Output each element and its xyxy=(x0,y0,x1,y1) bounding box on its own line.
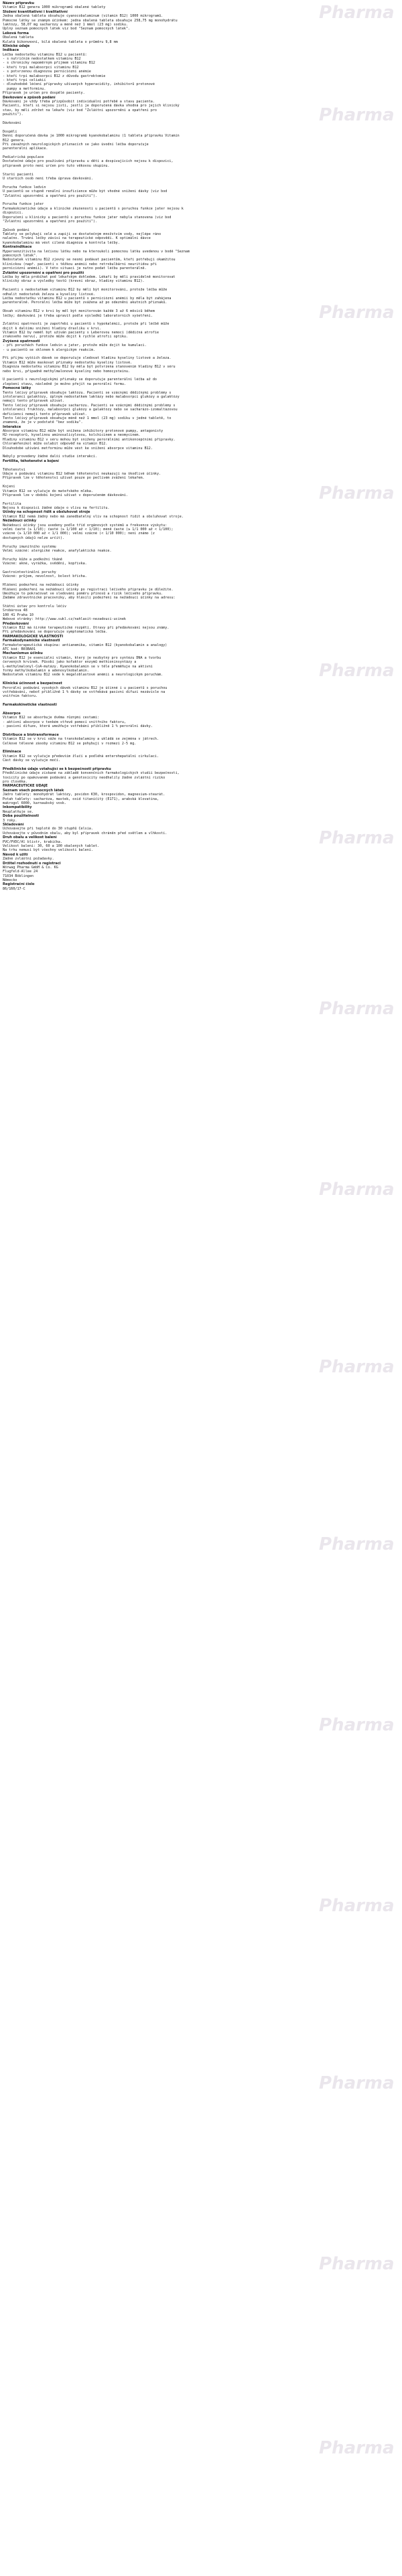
text-line: Vitamin B12 se vylučuje do mateřského mléka. xyxy=(3,489,93,493)
text-line: Flugfeld-Allee 24 xyxy=(3,870,38,874)
watermark-logo: Pharma xyxy=(319,828,395,848)
section-heading: Dávkování a způsob podání xyxy=(3,95,56,100)
section-heading: Interakce xyxy=(3,424,21,429)
watermark-logo: Pharma xyxy=(319,483,395,503)
text-line: 100 41 Praha 10 xyxy=(3,613,34,617)
text-line: pomocných látek". xyxy=(3,254,38,258)
text-line: Žádné zvláštní požadavky. xyxy=(3,857,54,862)
text-line: Kulatá bikonvexní, bílá obalená tableta o průměru 9,8 mm xyxy=(3,39,118,44)
text-line: Hypersenzitivita na léčivou látku nebo na kteroukoli pomocnou látku uvedenou v bodě "Seznam xyxy=(3,249,190,254)
text-line: Fertilita xyxy=(3,501,21,506)
text-line: dostupných údajů nelze určit). xyxy=(3,536,65,540)
text-line: Jedna obalená tableta obsahuje cyanocobalaminum (vitamin B12) 1000 mikrogramů. xyxy=(3,14,163,19)
text-line: Nedostatek vitaminu B12 zjevný se nesmí podávat pacientům, kteří potřebují okamžitou xyxy=(3,258,176,262)
text-line: Tento léčivý přípravek obsahuje laktózu. Pacienti se vzácnými dědičnými problémy s xyxy=(3,390,172,395)
text-line: 3 roky. xyxy=(3,818,17,823)
watermark-logo: Pharma xyxy=(319,2438,395,2458)
watermark-logo: Pharma xyxy=(319,1534,395,1554)
text-line: Hlášení podezření na nežádoucí účinky xyxy=(3,583,79,588)
text-line: Webové stránky: http://www.sukl.cz/nahlasit-nezadouci-ucinek xyxy=(3,617,127,622)
text-line: Pacienti s nedostatkem vitaminu B12 by měli být monitorováni, protože léčba může xyxy=(3,288,168,293)
text-line: Hlášení podezření na nežádoucí účinky po registraci léčivého přípravku je důležité. xyxy=(3,587,174,592)
text-line: použití"). xyxy=(3,112,23,117)
text-line: Perorální podávání vysokých dávek vitaminu B12 je účinné i u pacientů s poruchou xyxy=(3,686,168,690)
watermark-logo: Pharma xyxy=(319,1896,395,1916)
section-heading: Druh obalu a velikost balení xyxy=(3,835,57,840)
text-line: Vitamin B12 může maskovat příznaky nedostatku kyseliny listové. xyxy=(3,360,133,365)
spc-document xyxy=(3,1,399,891)
text-line: Denní doporučená dávka je 1000 mikrogramů kyanokobalaminu (1 tableta přípravku Vitamin xyxy=(3,134,180,139)
text-line: Farmakokinetické údaje a klinické zkušenosti u pacientů s poruchou funkce jater nejsou k xyxy=(3,206,184,211)
text-line: ATC kód: B03BA01 xyxy=(3,647,36,651)
text-line: L-methylmalonyl-CoA-mutázy. Kyanokobalamin se v těle přeměňuje na aktivní xyxy=(3,664,153,669)
text-line: Nejsou k dispozici žádné údaje o vlivu na fertilitu. xyxy=(3,506,110,511)
text-line: H2-receptorů, kyselinou aminosalicylovou, kolchicinem a neomycinem. xyxy=(3,433,141,438)
text-line: Potah tablety: sacharóza, mastek, oxid titaničitý (E171), arabská klovatina, xyxy=(3,797,159,801)
text-line: pro člověka. xyxy=(3,780,27,785)
section-heading: Držitel rozhodnutí o registraci xyxy=(3,861,61,866)
text-line: Úplný seznam pomocných látek viz bod "Seznam pomocných látek". xyxy=(3,27,131,31)
text-line: Starší pacienti xyxy=(3,172,34,177)
text-line: Absorpce vitaminu B12 může být snížena inhibitory protonové pumpy, antagonisty xyxy=(3,429,163,434)
text-line: intolerancí fruktózy, malabsorpcí glukózy a galaktózy nebo se sacharázo-izomaltázovou xyxy=(3,408,178,412)
text-line: Nedostatek vitaminu B12 vede k megaloblastové anémii a neurologickým poruchám. xyxy=(3,673,163,677)
text-line: pumpy a metforminu. xyxy=(3,86,46,91)
section-heading: Nežádoucí účinky xyxy=(3,519,37,524)
text-line: Farmakoterapeutická skupina: antianemika, vitamin B12 (kyanokobalamin a analogy) xyxy=(3,643,168,647)
text-line: parenterální aplikace. xyxy=(3,147,48,151)
text-line: Vitamin B12 se v krvi váže na transkobalaminy a ukládá se zejména v játrech. xyxy=(3,737,159,742)
text-line: Předklinické údaje získané na základě konvenčních farmakologických studií bezpečnosti, xyxy=(3,771,180,776)
text-line: Celkové tělesné zásoby vitaminu B12 se pohybují v rozmezí 2-5 mg. xyxy=(3,741,137,746)
text-line: vnitřním faktoru. xyxy=(3,694,38,699)
text-line: Léčba nedostatku vitaminu B12 u pacientů s perniciózní anémií by měla být zahájena xyxy=(3,296,172,301)
text-line: toxicity po opakovaném podávání a genotoxicity neodhalily žádné zvláštní riziko xyxy=(3,775,165,780)
text-line: Dávkování xyxy=(3,120,21,125)
section-heading: Kontraindikace xyxy=(3,245,32,250)
text-line: nalačno. Trvání léčby závisí na terapeutické odpovědi. K optimální dávce xyxy=(3,236,151,241)
text-line: Nebyly provedeny žádné další studie interakcí. xyxy=(3,455,98,459)
text-line: PVC/PVDC/Al blistr, krabička. xyxy=(3,839,62,844)
text-line: - při poruchách funkce ledvin a jater, protože může dojít ke kumulaci. xyxy=(3,343,147,348)
text-line: Nežádoucí účinky jsou uvedeny podle tříd orgánových systémů a frekvence výskytu: xyxy=(3,523,168,528)
text-line: Uchovávejte v původním obalu, aby byl přípravek chráněn před světlem a vlhkostí. xyxy=(3,831,168,835)
text-line: Pomocné látky se známým účinkem: jedna obalená tableta obsahuje 258,75 mg monohydrátu xyxy=(3,18,178,23)
text-line: Porucha funkce ledvin xyxy=(3,185,46,189)
text-line: Hladiny vitaminu B12 v séru mohou být sníženy perorálními antikoncepčními přípravky. xyxy=(3,437,176,442)
text-line: B12 genera. xyxy=(3,138,25,143)
section-heading: Farmakokinetické vlastnosti xyxy=(3,703,57,708)
text-line: Vitamin B12 se absorbuje dvěma různými cestami: xyxy=(3,716,100,720)
text-line: odhalit nedostatek železa a kyseliny listové. xyxy=(3,292,96,297)
text-line: Pacienti, kteří si nejsou jisti, jestli je doporučená dávka vhodná pro jejich klinický xyxy=(3,104,180,108)
text-line: laktózy, 58,07 mg sacharózy a méně než 1 mmol (23 mg) sodíku. xyxy=(3,22,129,27)
section-heading: Registrační číslo xyxy=(3,882,35,887)
text-line: Státní ústav pro kontrolu léčiv xyxy=(3,605,67,609)
text-line: Umožňuje to pokračovat ve sledování poměru přínosů a rizik léčivého přípravku. xyxy=(3,591,163,596)
text-line: deficiencí nemají tento přípravek užívat. xyxy=(3,412,87,416)
text-line: Porucha funkce jater xyxy=(3,202,44,207)
text-line: Při příjmu vyšších dávek se doporučuje sledovat hladinu kyseliny listové a železa. xyxy=(3,356,172,361)
text-line: Dospělí xyxy=(3,129,17,134)
text-line: Při závažných neurologických příznacích se jako úvodní léčba doporučuje xyxy=(3,142,149,147)
text-line: Velmi vzácné: alergické reakce, anafylaktická reakce. xyxy=(3,549,112,553)
text-line: intolerancí galaktózy, úplným nedostatkem laktázy nebo malabsorpcí glukózy a galaktózy xyxy=(3,394,180,399)
text-line: formy methylkobalamin a adenosylkobalamin. xyxy=(3,668,89,673)
text-line: Jádro tablety: monohydrát laktózy, povidon K30, krospovidon, magnesium-stearát. xyxy=(3,793,165,797)
text-line: Tablety se polykají celé a zapijí se dostatečným množstvím vody, nejlépe ráno xyxy=(3,232,161,237)
text-line: Tento léčivý přípravek obsahuje sacharózu. Pacienti se vzácnými dědičnými problémy s xyxy=(3,403,176,408)
section-heading: Farmakodynamické vlastnosti xyxy=(3,639,60,643)
section-heading: Pomocné látky xyxy=(3,386,31,391)
section-heading: Seznam všech pomocných látek xyxy=(3,788,64,793)
text-line: Uchovávejte při teplotě do 30 stupňů Celsia. xyxy=(3,827,93,831)
text-line: 86/160/17-C xyxy=(3,886,25,891)
text-line: Vitamin B12 má široké terapeutické rozpětí. Otravy při předávkování nejsou známy. xyxy=(3,626,170,631)
text-line: dispozici. xyxy=(3,211,23,216)
text-line: Neuplatňuje se. xyxy=(3,809,34,814)
text-line: Poruchy imunitního systému xyxy=(3,544,56,549)
text-line: Při předávkování se doporučuje symptomatická léčba. xyxy=(3,630,108,635)
text-line: Vitamin B12 by neměl být užíván pacienty s Leberovou nemocí (dědičná atrofie xyxy=(3,331,159,335)
section-heading: FARMAKOLOGICKÉ VLASTNOSTI xyxy=(3,634,64,639)
section-heading: Distribuce a biotransformace xyxy=(3,732,59,737)
text-line: perniciózní anémii). V této situaci je nutno podat léčbu parenterálně. xyxy=(3,266,147,271)
text-line: - aktivní absorpce v tenkém střevě pomocí vnitřního faktoru, xyxy=(3,720,127,724)
text-line: zrakového nervu), protože může dojít k rychlé atrofii optiku. xyxy=(3,335,129,339)
text-line: Zvláštní opatrnosti je zapotřebí u pacientů s hypokalémií, protože při léčbě může xyxy=(3,322,170,327)
text-line: - kteří trpí malabsorpcí B12 z důvodu gastrektomie xyxy=(3,74,106,78)
text-line: U pacientů s neurologickými příznaky se doporučuje parenterální léčba až do xyxy=(3,378,157,382)
text-line: Způsob podání xyxy=(3,228,29,232)
section-heading: Zvláštní upozornění a opatření pro použití xyxy=(3,270,84,275)
text-line: Kojení xyxy=(3,485,15,489)
section-heading: Předávkování xyxy=(3,621,29,626)
text-line: Část dávky se vylučuje močí. xyxy=(3,758,60,763)
watermark-logo: Pharma xyxy=(319,999,395,1019)
watermark-logo: Pharma xyxy=(319,2073,395,2093)
text-line: dojít k dalšímu snížení hladiny draslíku v krvi. xyxy=(3,326,102,331)
section-heading: Mechanismus účinku xyxy=(3,651,43,656)
text-line: makrogol 6000, karnaubský vosk. xyxy=(3,801,67,806)
text-line: červených krvinek. Působí jako kofaktor enzymů methioninsyntázy a xyxy=(3,660,137,665)
watermark-logo: Pharma xyxy=(319,1180,395,1200)
section-heading: Účinky na schopnost řídit a obsluhovat stroje xyxy=(3,510,90,515)
text-line: znamená, že je v podstatě "bez sodíku". xyxy=(3,420,83,425)
text-line: Na trhu nemusí být všechny velikosti balení. xyxy=(3,848,93,853)
watermark-logo: Pharma xyxy=(319,1715,395,1735)
text-line: vzácné (≥ 1/10 000 až < 1/1 000); velmi vzácné (< 1/10 000); není známo (z xyxy=(3,532,155,536)
text-line: 71034 Böblingen xyxy=(3,874,34,878)
text-line: U starších osob není třeba úprava dávkování. xyxy=(3,177,93,181)
watermark-logo: Pharma xyxy=(319,105,395,125)
text-line: vstřebávání, neboť přibližně 1 % dávky se vstřebává pasivní difuzí nezávisle na xyxy=(3,690,165,694)
section-heading: Inkompatibility xyxy=(3,805,32,810)
watermark-logo: Pharma xyxy=(319,303,395,323)
text-line: Dostatečné údaje pro používání přípravku u dětí a dospívajících nejsou k dispozici, xyxy=(3,159,174,164)
text-line: Vitamin B12 genera 1000 mikrogramů obalené tablety xyxy=(3,5,106,10)
text-line: Doporučení u klinicky u pacientů s poruchou funkce jater nebyla stanovena (viz bod xyxy=(3,215,172,220)
text-line: Šrobárova 48 xyxy=(3,609,27,613)
text-line: Dlouhodobé užívání metforminu může vést ke snížení absorpce vitaminu B12. xyxy=(3,446,153,451)
text-line: - dlouhodobě léčení přípravky užívaných hyperacidity, inhibitorů protonové xyxy=(3,82,155,87)
section-heading: Návod k užití xyxy=(3,852,28,857)
text-line: Wörwag Pharma GmbH & Co. KG xyxy=(3,865,58,870)
section-heading: Eliminace xyxy=(3,750,21,754)
section-heading: Předklinické údaje vztahující se k bezpečnosti přípravku xyxy=(3,767,111,771)
text-line: zlepšení stavu, následně je možno přejít na perorální formu. xyxy=(3,382,127,386)
watermark-logo: Pharma xyxy=(319,3,395,23)
text-line: - s chronicky nepoměrným příjmem vitaminu B12 xyxy=(3,61,96,66)
text-line: - kteří trpí celiakií xyxy=(3,78,46,83)
watermark-logo: Pharma xyxy=(319,1357,395,1377)
text-line: "Zvláštní upozornění a opatření pro použití"). xyxy=(3,193,98,198)
text-line: Pediatrická populace xyxy=(3,155,44,160)
section-heading: Složení kvantitativní i kvalitativní xyxy=(3,9,68,14)
text-line: parenterálně. Perorální léčba může být zvážena až po odeznění akutních příznaků. xyxy=(3,301,168,305)
watermark-logo: Pharma xyxy=(319,2254,395,2274)
text-line: Údaje o podávání vitaminu B12 během těhotenství neukazují na škodlivé účinky. xyxy=(3,471,161,476)
text-line: Léčba by měla probíhat pod lékařským dohledem. Lékaři by měli pravidelně monitorovat xyxy=(3,275,176,279)
text-line: - kteří trpí malabsorpcí vitaminu B12 xyxy=(3,65,79,70)
text-line: Tento léčivý přípravek obsahuje méně než 1 mmol (23 mg) sodíku v jedné tabletě, to xyxy=(3,416,172,420)
section-heading: Indikace xyxy=(3,48,19,53)
section-heading: Doba použitelnosti xyxy=(3,814,40,819)
text-line: Vzácné: průjem, nevolnost, bolest břicha. xyxy=(3,574,87,579)
text-line: Žádáme zdravotnické pracovníky, aby hlásili podezření na nežádoucí účinky na adresu: xyxy=(3,596,176,600)
text-line: Dávkování je vždy třeba přizpůsobit individuální potřebě a stavu pacienta. xyxy=(3,99,155,104)
section-heading: FARMACEUTICKÉ ÚDAJE xyxy=(3,784,48,789)
text-line: Vitamin B12 nemá žádný nebo má zanedbatelný vliv na schopnost řídit a obsluhovat stroje. xyxy=(3,514,184,519)
section-heading: Klinická účinnost a bezpečnost xyxy=(3,681,62,686)
text-line: - s nutričním nedostatkem vitaminu B12 xyxy=(3,57,81,62)
section-heading: Fertilita, těhotenství a kojení xyxy=(3,459,59,463)
text-line: stav, by měli zdržet na lékaře (viz bod "Zvláštní upozornění a opatření pro xyxy=(3,108,157,112)
text-line: Vitamin B12 je esenciální vitamin, který je nezbytný pro syntézu DNA a tvorbu xyxy=(3,655,161,660)
text-line: - u pacientů se sklonem k alergickým reakcím. xyxy=(3,347,96,352)
text-line: přípravek proto není určen pro tuto věkovou skupinu. xyxy=(3,163,110,168)
text-line: Gastrointestinální poruchy xyxy=(3,570,56,574)
text-line: kyanokobalaminu má vést cílená diagnóza a kontrola léčby. xyxy=(3,240,120,245)
text-line: klinickou (např. pacienti s těžkou anémií nebo retrobulbární neuritidou při xyxy=(3,262,157,266)
text-line: klinický obraz a výsledky testů (krevní obraz, hladiny vitaminu B12). xyxy=(3,279,145,284)
text-line: "Zvláštní upozornění a opatření pro použití"). xyxy=(3,219,98,224)
text-line: nemají tento přípravek užívat. xyxy=(3,399,65,404)
section-heading: Skladování xyxy=(3,823,24,827)
section-heading: Léková forma xyxy=(3,31,29,35)
text-line: - pasivní difuze, která umožňuje vstřebání přibližně 1 % perorální dávky. xyxy=(3,724,153,729)
text-line: nebo krvi, případně methylmalonové kyseliny nebo homocysteinu. xyxy=(3,369,131,374)
text-line: Velikost balení: 30, 60 a 100 obalených tablet. xyxy=(3,843,100,848)
text-line: léčby; dávkování je třeba upravit podle výsledků laboratorních vyšetření. xyxy=(3,313,153,318)
section-heading: Zvýšené opatrnosti xyxy=(3,339,40,343)
watermark-logo: Pharma xyxy=(319,661,395,681)
text-line: Přípravek lze v těhotenství užívat pouze po pečlivém zvážení lékařem. xyxy=(3,476,145,481)
section-heading: Název přípravku xyxy=(3,1,35,5)
text-line: U pacientů se stupně renální insuficience může být vhodné snížení dávky (viz bod xyxy=(3,189,168,194)
text-line: Poruchy kůže a podkožní tkáně xyxy=(3,557,62,562)
text-line: velmi časté (≥ 1/10); časté (≥ 1/100 až < 1/10); méně časté (≥ 1/1 000 až < 1/100); xyxy=(3,528,174,532)
text-line: Obalená tableta xyxy=(3,35,34,40)
section-heading: Klinické údaje xyxy=(3,44,30,48)
text-line: Německo xyxy=(3,878,17,883)
text-line: Přípravek lze v období kojení užívat v doporučeném dávkování. xyxy=(3,493,129,497)
section-heading: Absorpce xyxy=(3,711,21,716)
text-line: Přípravek je určen pro dospělé pacienty. xyxy=(3,91,85,96)
text-line: Léčba nedostatku vitaminu B12 u pacientů: xyxy=(3,52,87,57)
text-line: Chloramfenikol může oslabit odpověď na vitamin B12. xyxy=(3,442,108,447)
text-line: Vzácné: akné, vyrážka, svědění, kopřivka. xyxy=(3,562,87,566)
text-line: Těhotenství xyxy=(3,467,25,472)
text-line: Diagnóza nedostatku vitaminu B12 by měla být potvrzena stanovením hladiny B12 v séru xyxy=(3,365,176,370)
text-line: - s potvrzenou diagnózou perniciózní anémie xyxy=(3,70,91,74)
text-line: Vitamin B12 se vylučuje především žlučí a podléhá enterohepatální cirkulaci. xyxy=(3,754,159,758)
text-line: Obsah vitaminu B12 v krvi by měl být monitorován každé 3 až 6 měsíců během xyxy=(3,309,155,314)
